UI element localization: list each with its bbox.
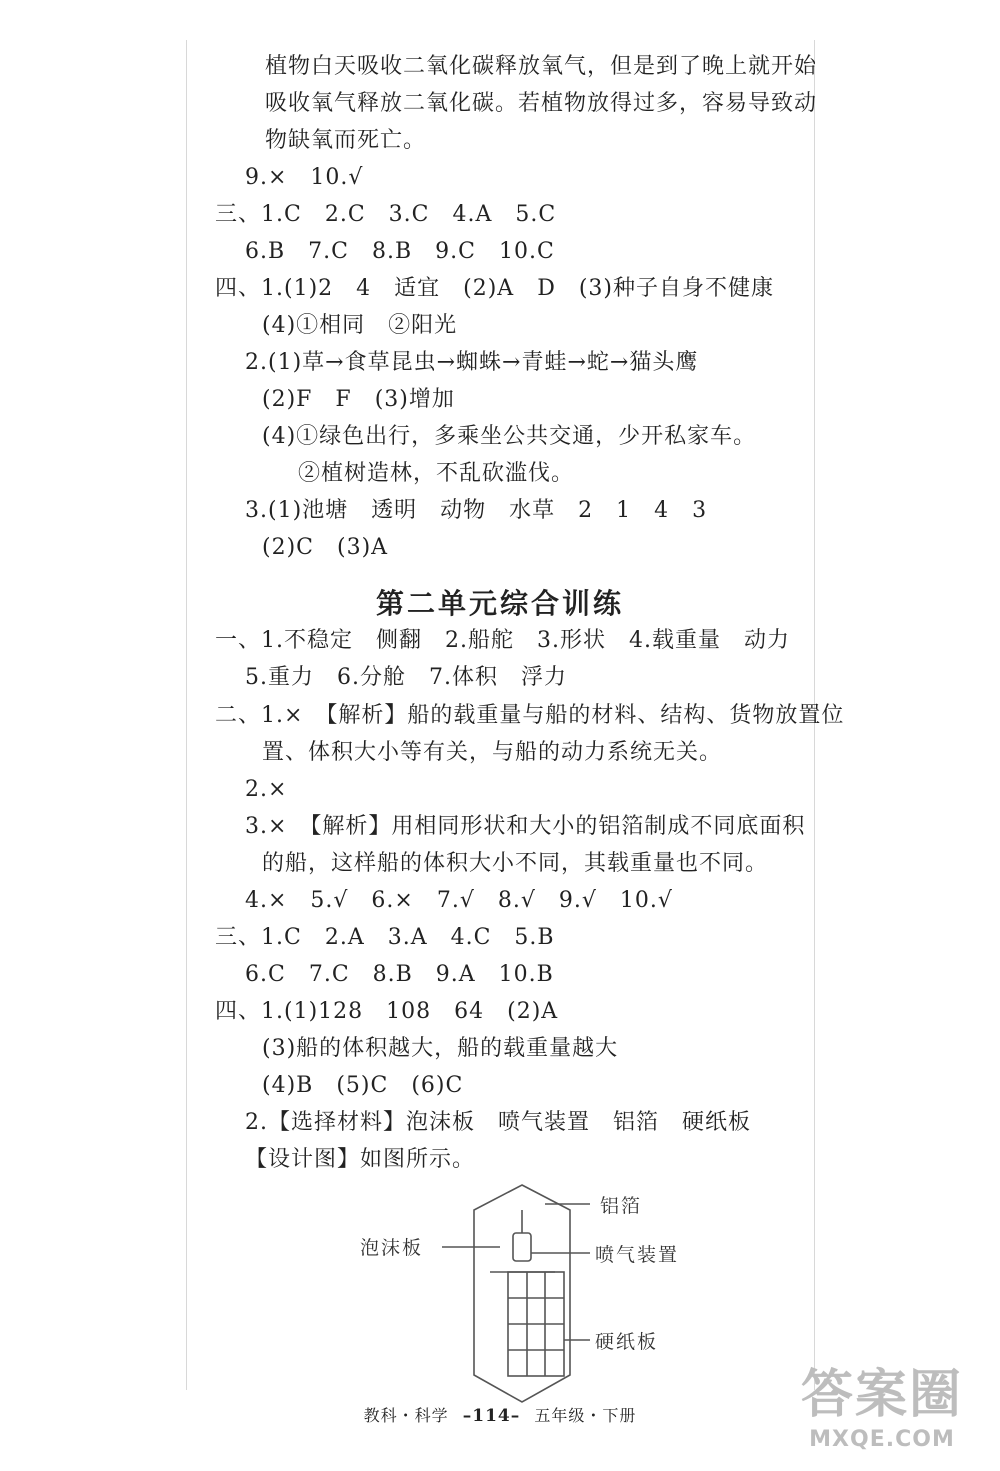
footer-grade: 五年级・下册 (534, 1406, 637, 1425)
text-line: 四、1.(1)2 4 适宜 (2)A D (3)种子自身不健康 (215, 276, 775, 301)
text-line: (2)C (3)A (262, 535, 389, 560)
text-line: 三、1.C 2.C 3.C 4.A 5.C (215, 202, 557, 227)
label-card: 硬纸板 (595, 1331, 659, 1353)
watermark (782, 1363, 982, 1463)
text-line: 置、体积大小等有关，与船的动力系统无关。 (262, 740, 723, 765)
text-line: 3.(1)池塘 透明 动物 水草 2 1 4 3 (245, 498, 708, 523)
text-line: (2)F F (3)增加 (262, 387, 455, 412)
text-line: (3)船的体积越大，船的载重量越大 (262, 1036, 619, 1061)
text-line: 5.重力 6.分舱 7.体积 浮力 (245, 665, 567, 690)
text-line: 植物白天吸收二氧化碳释放氧气，但是到了晚上就开始 (265, 54, 818, 79)
section-title: 第二单元综合训练 (375, 587, 624, 620)
text-line: 吸收氧气释放二氧化碳。若植物放得过多，容易导致动 (265, 91, 818, 116)
text-line: (4)B (5)C (6)C (262, 1073, 464, 1098)
text-line: 2.【选择材料】泡沫板 喷气装置 铝箔 硬纸板 (245, 1110, 751, 1135)
text-line: (4)①绿色出行，多乘坐公共交通，少开私家车。 (262, 424, 757, 449)
text-line: 9.× 10.√ (245, 165, 364, 190)
text-line: 物缺氧而死亡。 (265, 128, 427, 153)
label-jet: 喷气装置 (595, 1244, 680, 1266)
text-line: 三、1.C 2.A 3.A 4.C 5.B (215, 925, 555, 950)
label-foam: 泡沫板 (360, 1237, 424, 1259)
text-line: 四、1.(1)128 108 64 (2)A (215, 999, 559, 1024)
text-line: 的船，这样船的体积大小不同，其载重量也不同。 (262, 851, 769, 876)
text-line: ②植树造林，不乱砍滥伐。 (298, 461, 575, 486)
text-line: (4)①相同 ②阳光 (262, 313, 458, 338)
label-foil: 铝箔 (600, 1195, 643, 1217)
watermark-logo-text: 答案圈 (800, 1365, 963, 1425)
page-number: –114– (462, 1406, 521, 1426)
jet-device (513, 1233, 531, 1261)
text-line: 2.(1)草→食草昆虫→蜘蛛→青蛙→蛇→猫头鹰 (245, 350, 699, 375)
text-line: 一、1.不稳定 侧翻 2.船舵 3.形状 4.载重量 动力 (215, 628, 790, 653)
text-line: 4.× 5.√ 6.× 7.√ 8.√ 9.√ 10.√ (245, 888, 673, 913)
text-line: 二、1.× 【解析】船的载重量与船的材料、结构、货物放置位 (215, 703, 845, 728)
text-line: 6.B 7.C 8.B 9.C 10.C (245, 239, 555, 264)
text-line: 2.× (245, 777, 288, 802)
text-line: 【设计图】如图所示。 (245, 1147, 476, 1172)
left-margin-line (186, 40, 187, 1390)
footer-subject: 教科・科学 (363, 1406, 449, 1425)
watermark-url: MXQE.COM (809, 1427, 955, 1452)
text-line: 6.C 7.C 8.B 9.A 10.B (245, 962, 554, 987)
text-line: 3.× 【解析】用相同形状和大小的铝箔制成不同底面积 (245, 814, 806, 839)
boat-design-diagram (340, 1180, 740, 1410)
